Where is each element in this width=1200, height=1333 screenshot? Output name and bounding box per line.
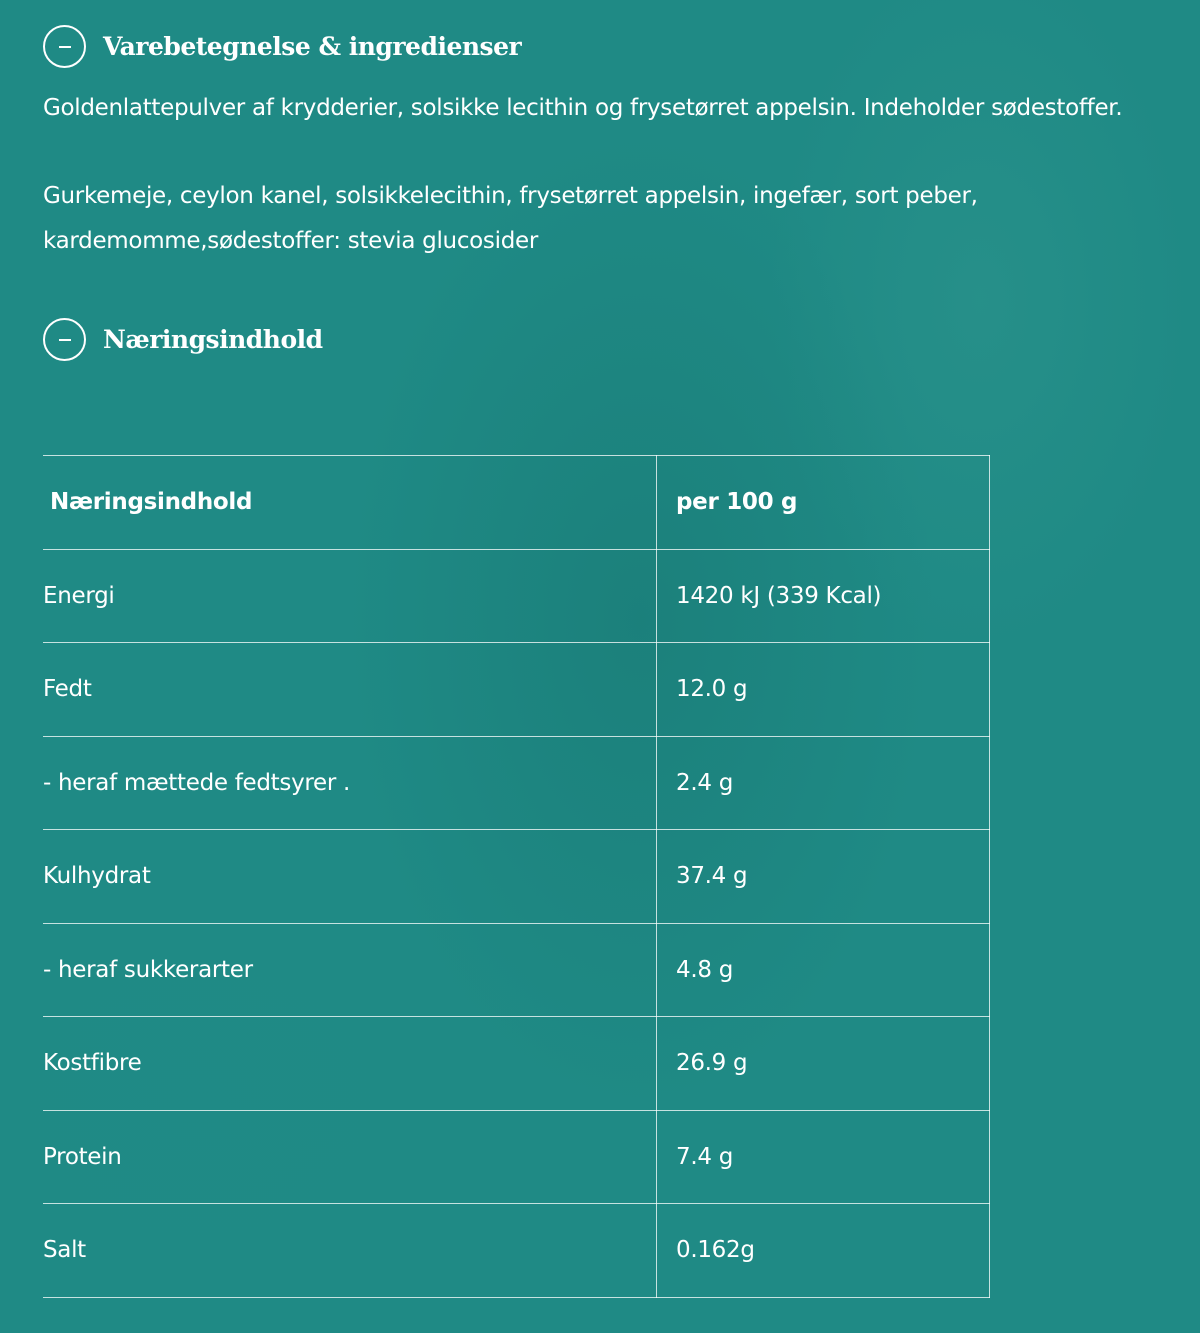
table-row bbox=[43, 549, 990, 643]
nutrient-name: Fedt bbox=[43, 643, 657, 737]
nutrient-name: Energi bbox=[43, 549, 657, 643]
nutrient-name: Salt bbox=[43, 1204, 657, 1298]
table-row bbox=[43, 1204, 990, 1298]
nutrient-value: 0.162g bbox=[657, 1204, 990, 1298]
minus-circle-icon[interactable] bbox=[43, 318, 86, 361]
nutrient-value: 12.0 g bbox=[657, 643, 990, 737]
ingredients-list: Gurkemeje, ceylon kanel, solsikkelecithin, frysetørret appelsin, ingefær, sort peber, kardemomme,sødestoffer: stevia glucosider bbox=[43, 183, 978, 254]
nutrition-table bbox=[43, 455, 990, 1298]
table-row bbox=[43, 643, 990, 737]
nutrient-value: 4.8 g bbox=[657, 923, 990, 1017]
nutrient-value: 7.4 g bbox=[657, 1110, 990, 1204]
nutrient-value: 37.4 g bbox=[657, 830, 990, 924]
section-toggle-ingredients[interactable] bbox=[43, 25, 521, 68]
nutrient-name: - heraf mættede fedtsyrer . bbox=[43, 736, 657, 830]
product-description: Goldenlattepulver af krydderier, solsikke lecithin og frysetørret appelsin. Indeholder sødestoffer. bbox=[43, 95, 1123, 121]
nutrient-name: Kostfibre bbox=[43, 1017, 657, 1111]
column-header-per-100g: per 100 g bbox=[657, 456, 990, 550]
table-row bbox=[43, 1017, 990, 1111]
table-row bbox=[43, 923, 990, 1017]
minus-circle-icon[interactable] bbox=[43, 25, 86, 68]
table-row bbox=[43, 1110, 990, 1204]
nutrient-value: 1420 kJ (339 Kcal) bbox=[657, 549, 990, 643]
column-header-nutrient: Næringsindhold bbox=[43, 456, 657, 550]
section-title-nutrition: Næringsindhold bbox=[103, 325, 323, 354]
nutrient-name: - heraf sukkerarter bbox=[43, 923, 657, 1017]
table-row bbox=[43, 736, 990, 830]
nutrient-name: Protein bbox=[43, 1110, 657, 1204]
nutrient-value: 26.9 g bbox=[657, 1017, 990, 1111]
nutrient-value: 2.4 g bbox=[657, 736, 990, 830]
table-header-row bbox=[43, 456, 990, 550]
section-toggle-nutrition[interactable] bbox=[43, 318, 323, 361]
section-title-ingredients: Varebetegnelse & ingredienser bbox=[103, 32, 522, 61]
table-row bbox=[43, 830, 990, 924]
nutrient-name: Kulhydrat bbox=[43, 830, 657, 924]
